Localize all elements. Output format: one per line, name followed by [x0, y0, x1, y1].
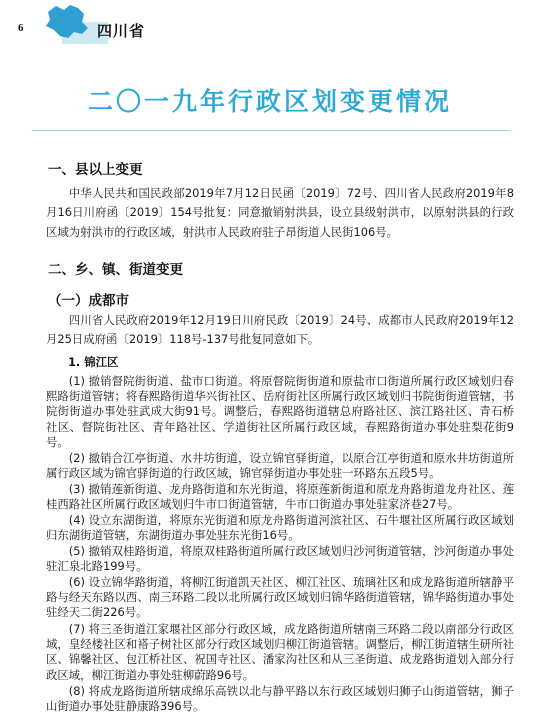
list-item: (5) 撤销双桂路街道，将原双桂路街道所属行政区域划归沙河街道管辖，沙河街道办事处驻汇泉北路199号。	[46, 544, 514, 574]
list-item: (8) 将成龙路街道所辖成绵乐高铁以北与静平路以东行政区域划归狮子山街道管辖，狮子山街道办事处驻静康路396号。	[46, 684, 514, 714]
page-header	[0, 0, 540, 46]
list-item: (6) 设立锦华路街道，将柳江街道凯天社区、柳江社区、琉璃社区和成龙路街道所辖静平路与经天东路以西、南三环路二段以北所属行政区域划归锦华路街道管辖，锦华路街道办事处驻经天二街226号。	[46, 575, 514, 620]
title-divider	[32, 130, 510, 131]
list-item: (2) 撤销合江亭街道、水井坊街道，设立锦官驿街道，以原合江亭街道和原水井坊街道所属行政区域为锦官驿街道的行政区域，锦官驿街道办事处驻一环路东五段5号。	[46, 451, 514, 481]
subsection-heading-chengdu: （一）成都市	[48, 293, 129, 309]
list-item: (4) 设立东湖街道，将原东光街道和原龙舟路街道河滨社区、石牛堰社区所属行政区域划归东湖街道管辖，东湖街道办事处驻东光街16号。	[46, 513, 514, 543]
section-heading-township: 二、乡、镇、街道变更	[48, 262, 183, 278]
section-heading-county: 一、县以上变更	[48, 162, 143, 178]
chengdu-intro-paragraph: 四川省人民政府2019年12月19日川府民政〔2019〕24号、成都市人民政府2019年12月25日成府函〔2019〕118号-137号批复同意如下。	[46, 313, 514, 347]
list-item: (1) 撤销督院街街道、盐市口街道。将原督院街街道和原盐市口街道所属行政区域划归春熙路街道管辖；将春熙路街道华兴街社区、岳府街社区所属行政区域划归书院街街道管辖，书院街街道办事处驻武成大街91号。调整后，春熙路街道辖总府路社区、滨江路社区、青石桥社区、督院街社区、青年路社区、学道街社区所属行政区域，春熙路街道办事处驻梨花街9号。	[46, 374, 514, 449]
list-item: (3) 撤销莲新街道、龙舟路街道和东光街道，将原莲新街道和原龙舟路街道龙舟社区、莲桂西路社区所属行政区域划归牛市口街道管辖，牛市口街道办事处驻家济巷27号。	[46, 482, 514, 512]
page-number: 6	[18, 22, 24, 34]
district-heading-jinjiang: 1. 锦江区	[68, 355, 119, 369]
list-item: (7) 将三圣街道江家堰社区部分行政区域，成龙路街道所辖南三环路二段以南部分行政区域，皇经楼社区和褡子树社区部分行政区域划归柳江街道管辖。调整后，柳江街道辖生研所社区、锦馨社区、包江桥社区、祝国寺社区、潘家沟社区和从三圣街道、成龙路街道划入部分行政区域，柳江街道办事处驻柳蔚路96号。	[46, 622, 514, 682]
page-title: 二〇一九年行政区划变更情况	[87, 87, 452, 116]
section-county-paragraph: 中华人民共和国民政部2019年7月12日民函〔2019〕72号、四川省人民政府2019年8月16日川府函〔2019〕154号批复：同意撤销射洪县，设立县级射洪市，以原射洪县的行政区域为射洪市的行政区域，射洪市人民政府驻子昂街道人民街106号。	[46, 186, 514, 239]
header-region-title: 四川省	[97, 22, 146, 40]
